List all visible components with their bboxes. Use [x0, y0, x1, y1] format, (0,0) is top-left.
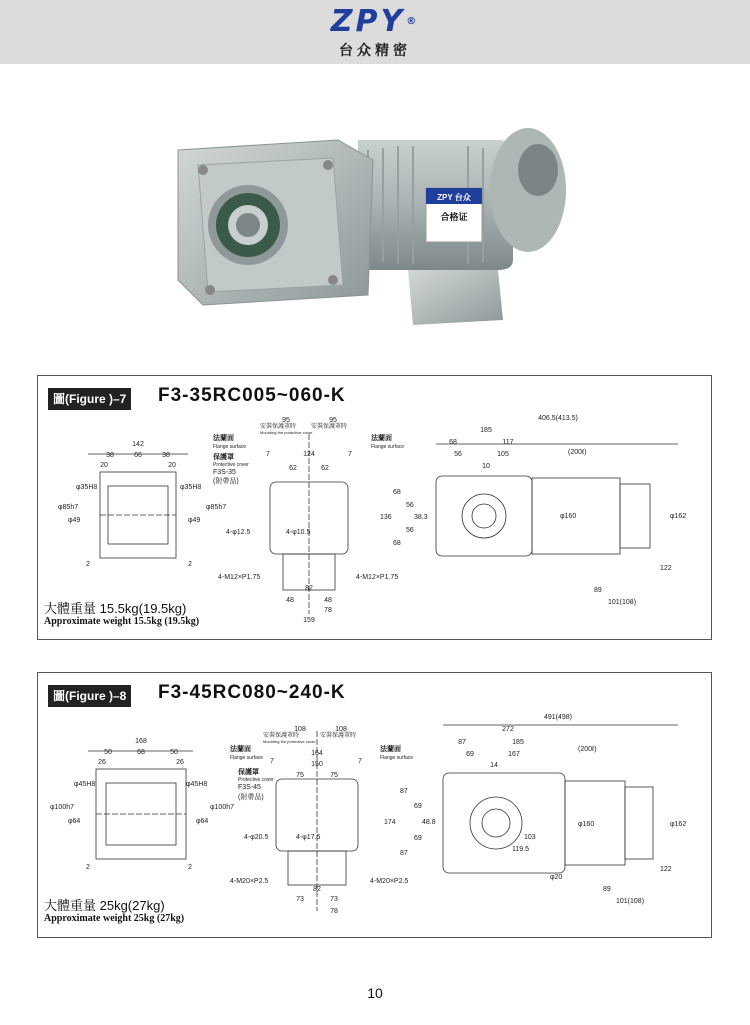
svg-text:Protective cover: Protective cover [238, 777, 274, 783]
svg-text:78: 78 [324, 607, 332, 614]
svg-text:272: 272 [502, 726, 514, 733]
figure-model: F3-35RC005~060-K [158, 385, 346, 406]
svg-text:Flange surface: Flange surface [230, 755, 264, 761]
svg-text:法蘭面: 法蘭面 [380, 746, 401, 753]
svg-text:(200ℓ): (200ℓ) [578, 746, 597, 753]
company-name: 台众精密 [339, 42, 411, 58]
svg-text:185: 185 [480, 427, 492, 434]
svg-text:48: 48 [324, 597, 332, 604]
svg-text:4-φ12.5: 4-φ12.5 [226, 529, 251, 536]
svg-text:Flange surface: Flange surface [380, 755, 414, 761]
svg-text:174: 174 [384, 819, 396, 826]
svg-text:法蘭面: 法蘭面 [371, 435, 392, 442]
svg-text:Flange surface: Flange surface [371, 444, 405, 450]
svg-text:法蘭面: 法蘭面 [230, 746, 251, 753]
svg-text:75: 75 [330, 772, 338, 779]
svg-text:Mounting the protective cover: Mounting the protective cover [260, 430, 313, 435]
page-number: 10 [367, 985, 383, 1001]
page-header [0, 0, 750, 64]
svg-text:95: 95 [329, 417, 337, 424]
svg-text:4-M12×P1.75: 4-M12×P1.75 [218, 574, 261, 581]
svg-text:φ49: φ49 [68, 517, 81, 524]
brand-logo: ZPY® [330, 4, 420, 39]
svg-text:101(108): 101(108) [608, 599, 637, 606]
svg-text:安裝保護罩時: 安裝保護罩時 [320, 733, 357, 739]
svg-text:(附帶品): (附帶品) [213, 478, 239, 485]
dimension-drawing [38, 711, 711, 915]
weight-cn: 大體重量 25kg(27kg) [44, 898, 165, 913]
svg-text:82: 82 [313, 886, 321, 893]
svg-text:105: 105 [497, 451, 509, 458]
svg-text:F3S-45: F3S-45 [238, 784, 261, 791]
svg-text:50: 50 [170, 749, 178, 756]
svg-text:82: 82 [305, 585, 313, 592]
svg-text:7: 7 [348, 451, 352, 458]
svg-text:φ35H8: φ35H8 [76, 484, 98, 491]
svg-text:38: 38 [162, 452, 170, 459]
weight-cn: 大體重量 15.5kg(19.5kg) [44, 601, 187, 616]
svg-text:φ85h7: φ85h7 [58, 504, 79, 511]
svg-text:(附帶品): (附帶品) [238, 794, 264, 801]
svg-text:56: 56 [454, 451, 462, 458]
svg-text:185: 185 [512, 739, 524, 746]
svg-text:保護罩: 保護罩 [238, 769, 259, 776]
svg-text:4-φ20.5: 4-φ20.5 [244, 834, 269, 841]
svg-text:56: 56 [406, 502, 414, 509]
svg-text:142: 142 [132, 441, 144, 448]
svg-text:7: 7 [358, 758, 362, 765]
svg-text:2: 2 [86, 864, 90, 871]
svg-text:73: 73 [296, 896, 304, 903]
svg-text:150: 150 [311, 761, 323, 768]
svg-text:108: 108 [335, 726, 347, 733]
svg-text:2: 2 [86, 561, 90, 568]
svg-text:62: 62 [321, 465, 329, 472]
svg-text:(200ℓ): (200ℓ) [568, 449, 587, 456]
svg-text:合格证: 合格证 [440, 212, 468, 222]
svg-text:38: 38 [106, 452, 114, 459]
figure-tag: 圖(Figure )–8 [48, 685, 131, 707]
svg-text:159: 159 [303, 617, 315, 624]
svg-text:26: 26 [98, 759, 106, 766]
svg-text:φ160: φ160 [578, 821, 595, 828]
svg-text:2: 2 [188, 561, 192, 568]
svg-text:φ100h7: φ100h7 [50, 804, 75, 811]
svg-text:56: 56 [406, 527, 414, 534]
svg-text:164: 164 [311, 750, 323, 757]
svg-text:φ85h7: φ85h7 [206, 504, 227, 511]
svg-text:87: 87 [400, 788, 408, 795]
svg-text:安裝保護罩時: 安裝保護罩時 [263, 733, 300, 739]
svg-text:89: 89 [594, 587, 602, 594]
figure-tag: 圖(Figure )–7 [48, 388, 131, 410]
svg-text:φ35H8: φ35H8 [180, 484, 202, 491]
svg-text:F3S-35: F3S-35 [213, 469, 236, 476]
svg-text:103: 103 [524, 834, 536, 841]
svg-text:2: 2 [188, 864, 192, 871]
svg-text:491(498): 491(498) [543, 714, 573, 721]
svg-text:Mounting the protective cover: Mounting the protective cover [263, 739, 316, 744]
svg-text:119.5: 119.5 [512, 846, 529, 853]
weight-en: Approximate weight 25kg (27kg) [44, 913, 185, 924]
svg-text:122: 122 [660, 565, 672, 572]
svg-text:87: 87 [458, 739, 466, 746]
svg-text:7: 7 [270, 758, 274, 765]
svg-text:Flange surface: Flange surface [213, 444, 247, 450]
svg-text:7: 7 [266, 451, 270, 458]
svg-text:38.3: 38.3 [414, 514, 428, 521]
svg-text:48.8: 48.8 [422, 819, 436, 826]
svg-text:124: 124 [303, 451, 315, 458]
svg-text:φ160: φ160 [560, 513, 577, 520]
svg-text:ZPY 台众: ZPY 台众 [437, 193, 471, 202]
svg-text:48: 48 [286, 597, 294, 604]
svg-text:20: 20 [168, 462, 176, 469]
svg-text:122: 122 [660, 866, 672, 873]
svg-text:φ49: φ49 [188, 517, 201, 524]
svg-text:87: 87 [400, 850, 408, 857]
svg-text:68: 68 [393, 540, 401, 547]
svg-text:4-M12×P1.75: 4-M12×P1.75 [356, 574, 399, 581]
svg-text:68: 68 [393, 489, 401, 496]
svg-text:167: 167 [508, 751, 520, 758]
svg-text:φ45H8: φ45H8 [74, 781, 96, 788]
svg-text:10: 10 [482, 463, 490, 470]
svg-text:168: 168 [135, 738, 147, 745]
figure-8-panel [37, 672, 712, 938]
svg-text:69: 69 [414, 803, 422, 810]
gear-motor-photo [168, 110, 588, 340]
svg-text:保護罩: 保護罩 [213, 454, 234, 461]
svg-text:14: 14 [490, 762, 498, 769]
weight-en: Approximate weight 15.5kg (19.5kg) [44, 616, 200, 627]
svg-text:62: 62 [289, 465, 297, 472]
svg-text:75: 75 [296, 772, 304, 779]
svg-text:φ64: φ64 [196, 818, 209, 825]
figure-7-panel [37, 375, 712, 640]
svg-text:4-φ17.5: 4-φ17.5 [296, 834, 321, 841]
svg-text:法蘭面: 法蘭面 [213, 435, 234, 442]
svg-text:φ162: φ162 [670, 513, 687, 520]
svg-text:4-φ10.5: 4-φ10.5 [286, 529, 311, 536]
svg-text:4-M20×P2.5: 4-M20×P2.5 [370, 878, 409, 885]
svg-text:78: 78 [330, 908, 338, 915]
svg-text:117: 117 [502, 439, 514, 446]
svg-text:73: 73 [330, 896, 338, 903]
svg-text:安裝保護罩時: 安裝保護罩時 [311, 424, 348, 430]
svg-text:68: 68 [137, 749, 145, 756]
svg-text:20: 20 [100, 462, 108, 469]
svg-text:φ64: φ64 [68, 818, 81, 825]
svg-text:φ162: φ162 [670, 821, 687, 828]
figure-model: F3-45RC080~240-K [158, 682, 346, 703]
svg-text:406.5(413.5): 406.5(413.5) [538, 415, 578, 422]
svg-text:66: 66 [134, 452, 142, 459]
svg-text:φ45H8: φ45H8 [186, 781, 208, 788]
svg-text:108: 108 [294, 726, 306, 733]
svg-text:4-M20×P2.5: 4-M20×P2.5 [230, 878, 269, 885]
svg-text:95: 95 [282, 417, 290, 424]
svg-text:69: 69 [466, 751, 474, 758]
svg-text:89: 89 [603, 886, 611, 893]
svg-text:φ20: φ20 [550, 874, 563, 881]
svg-text:Protective cover: Protective cover [213, 462, 249, 468]
svg-text:26: 26 [176, 759, 184, 766]
svg-text:69: 69 [414, 835, 422, 842]
svg-text:50: 50 [104, 749, 112, 756]
svg-text:安裝保護罩時: 安裝保護罩時 [260, 424, 297, 430]
svg-text:136: 136 [380, 514, 392, 521]
svg-text:101(108): 101(108) [616, 898, 645, 905]
svg-text:φ100h7: φ100h7 [210, 804, 235, 811]
svg-text:68: 68 [449, 439, 457, 446]
